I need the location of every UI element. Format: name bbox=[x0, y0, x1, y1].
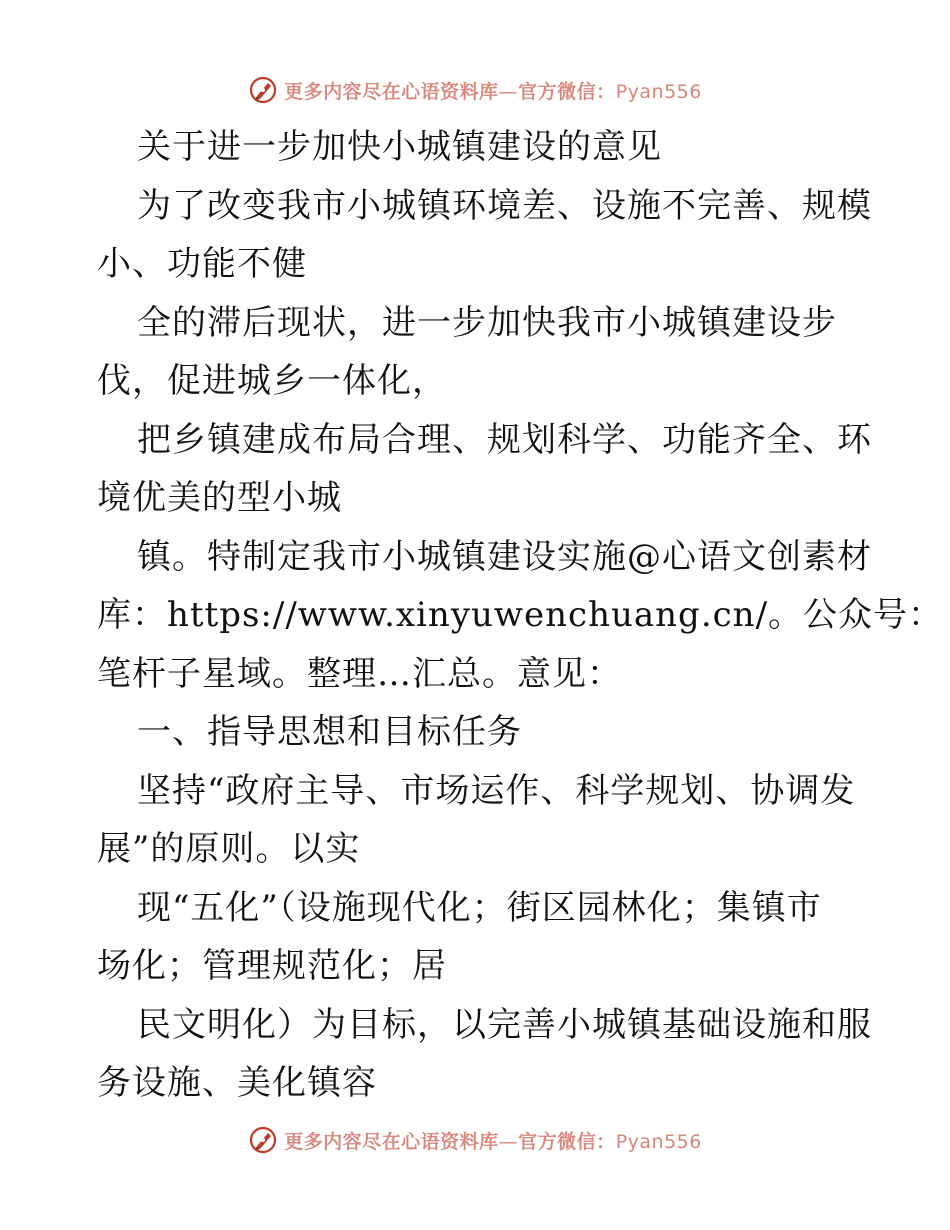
paragraph-line: 坚持“政府主导、市场运作、科学规划、协调发 bbox=[137, 770, 856, 811]
paragraph-line: 笔杆子星域。整理…汇总。意见： bbox=[97, 653, 622, 694]
paragraph-line: 境优美的型小城 bbox=[97, 478, 342, 518]
pen-logo-icon bbox=[248, 1125, 278, 1155]
header-banner bbox=[0, 72, 950, 108]
banner-dash: — bbox=[498, 1130, 519, 1153]
banner-wechat-label: 官方微信： bbox=[518, 80, 616, 103]
paragraph-line: 全的滞后现状，进一步加快我市小城镇建设步 bbox=[137, 302, 837, 343]
paragraph-line: 伐，促进城乡一体化， bbox=[97, 361, 447, 401]
paragraph-line: 现“五化”（设施现代化；街区园林化；集镇市 bbox=[137, 887, 822, 928]
pen-logo-icon bbox=[248, 75, 278, 105]
banner-handle: Pyan556 bbox=[615, 80, 702, 103]
paragraph-line: 展”的原则。以实 bbox=[97, 829, 361, 869]
document-title: 关于进一步加快小城镇建设的意见 bbox=[137, 127, 662, 167]
document-body bbox=[0, 118, 950, 1113]
paragraph-line: 场化；管理规范化；居 bbox=[97, 946, 447, 986]
banner-text bbox=[284, 1127, 702, 1154]
banner-handle: Pyan556 bbox=[615, 1130, 702, 1153]
section-heading: 一、指导思想和目标任务 bbox=[137, 712, 522, 752]
paragraph-line: 民文明化）为目标，以完善小城镇基础设施和服 bbox=[137, 1004, 872, 1045]
banner-dash: — bbox=[498, 80, 519, 103]
banner-text bbox=[284, 77, 702, 104]
banner-lead: 更多内容尽在心语资料库 bbox=[284, 80, 499, 103]
footer-banner bbox=[0, 1122, 950, 1158]
paragraph-line: 把乡镇建成布局合理、规划科学、功能齐全、环 bbox=[137, 419, 872, 460]
paragraph-line: 为了改变我市小城镇环境差、设施不完善、规模 bbox=[137, 185, 872, 226]
banner-lead: 更多内容尽在心语资料库 bbox=[284, 1130, 499, 1153]
banner-wechat-label: 官方微信： bbox=[518, 1130, 616, 1153]
paragraph-line: 务设施、美化镇容 bbox=[97, 1063, 377, 1103]
paragraph-line: 小、功能不健 bbox=[97, 244, 307, 284]
paragraph-line: 镇。特制定我市小城镇建设实施@心语文创素材 bbox=[137, 536, 872, 577]
paragraph-line-url: 库：https://www.xinyuwenchuang.cn/。公众号： bbox=[97, 595, 944, 635]
